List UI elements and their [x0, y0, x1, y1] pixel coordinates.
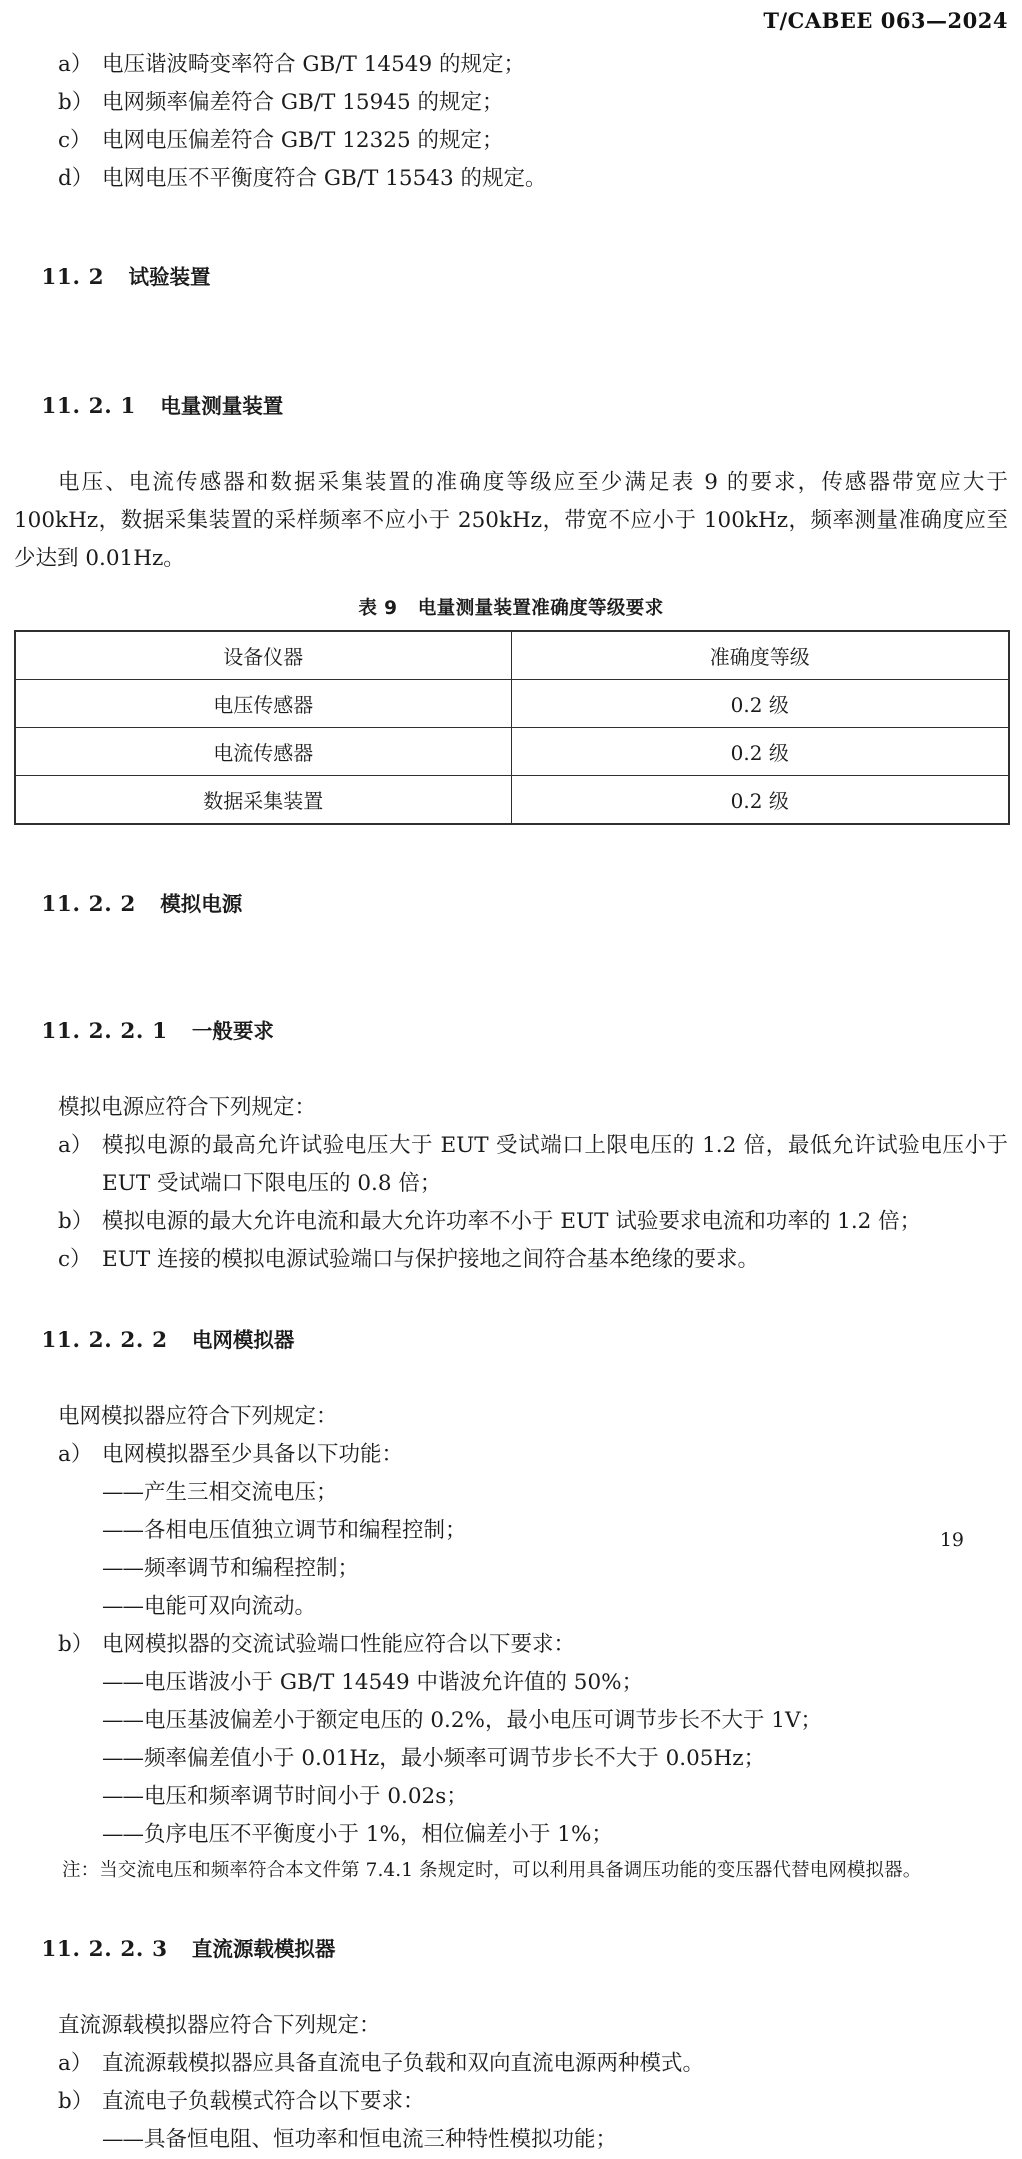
lead-11-2-2-3: 直流源载模拟器应符合下列规定： [58, 2013, 381, 2038]
heading-title: 试验装置 [128, 265, 211, 289]
heading-title: 直流源载模拟器 [191, 1937, 336, 1961]
list-item [14, 1127, 1008, 1203]
list-item-text: 模拟电源的最高允许试验电压大于 EUT 受试端口上限电压的 1.2 倍，最低允许试验电压小于 EUT 受试端口下限电压的 0.8 倍； [102, 1133, 1008, 1196]
table-header-row [15, 631, 1009, 680]
sublist-item-text: 电能可双向流动。 [144, 1594, 317, 1619]
sublist-item-text: 各相电压值独立调节和编程控制； [144, 1518, 467, 1543]
list-item [14, 2045, 1008, 2083]
list-item-text: 电网频率偏差符合 GB/T 15945 的规定； [102, 90, 504, 115]
heading-number: 11. 2 [41, 265, 105, 290]
sublist-item-text: 电压基波偏差小于额定电压的 0.2%，最小电压可调节步长不大于 1V； [144, 1708, 822, 1733]
table-row [15, 776, 1009, 825]
page-header [14, 0, 1008, 46]
list-marker: c） [58, 1247, 92, 1272]
list-item [14, 1203, 1008, 1241]
dash-marker: —— [102, 1556, 143, 1581]
table-row [15, 680, 1009, 728]
sublist-item-text: 电压谐波小于 GB/T 14549 中谐波允许值的 50%； [144, 1670, 644, 1695]
heading-title: 一般要求 [191, 1019, 274, 1043]
heading-number: 11. 2. 2. 2 [41, 1328, 168, 1353]
list-marker: b） [58, 1209, 94, 1234]
sublist-item-text: 电压和频率调节时间小于 0.02s； [144, 1784, 468, 1809]
dash-marker: —— [102, 1784, 143, 1809]
dash-marker: —— [102, 1708, 143, 1733]
heading-title: 电量测量装置 [160, 394, 284, 418]
table-cell: 数据采集装置 [15, 776, 511, 825]
sublist-item [14, 1816, 1008, 1854]
sublist-item-text: 具备恒电阻、恒功率和恒电流三种特性模拟功能； [144, 2127, 618, 2152]
heading-11-2-2-1 [14, 974, 1008, 1089]
heading-11-2-2 [14, 847, 1008, 962]
list-marker: b） [58, 90, 94, 115]
sublist-item-text: 频率调节和编程控制； [144, 1556, 360, 1581]
dash-marker: —— [102, 1480, 143, 1505]
list-marker: b） [58, 2089, 94, 2114]
list-marker: c） [58, 128, 92, 153]
table-cell: 电压传感器 [15, 680, 511, 728]
list-marker: b） [58, 1632, 94, 1657]
table-caption: 表 9 电量测量装置准确度等级要求 [358, 598, 664, 619]
sublist-item [14, 1664, 1008, 1702]
list-marker: a） [58, 1133, 93, 1158]
heading-11-2-2-2 [14, 1283, 1008, 1398]
table-header-cell: 设备仪器 [15, 631, 511, 680]
list-11-2-2-2-b [14, 1626, 1008, 1664]
list-item [14, 1436, 1008, 1474]
list-item-text: 电网模拟器至少具备以下功能： [102, 1442, 404, 1467]
sublist-item [14, 2121, 1008, 2159]
note-11-2-2-2: 注：当交流电压和频率符合本文件第 7.4.1 条规定时，可以利用具备调压功能的变压器代替电网模拟器。 [62, 1860, 922, 1881]
heading-title: 模拟电源 [160, 892, 243, 916]
page-number: 19 [939, 1529, 964, 1551]
heading-number: 11. 2. 2. 1 [41, 1019, 168, 1044]
sublist-11-2-2-2-b [14, 1664, 1008, 1854]
heading-number: 11. 2. 2. 3 [41, 1937, 168, 1962]
lead-11-2-2-2: 电网模拟器应符合下列规定： [58, 1404, 338, 1429]
list-item [14, 1241, 1008, 1279]
table-accuracy-class [14, 630, 1010, 825]
list-item [14, 2083, 1008, 2121]
table-row [15, 728, 1009, 776]
dash-marker: —— [102, 1594, 143, 1619]
dash-marker: —— [102, 1822, 143, 1847]
dash-marker: —— [102, 2127, 143, 2152]
list-item-text: 电网电压不平衡度符合 GB/T 15543 的规定。 [102, 166, 547, 191]
list-marker: d） [58, 166, 94, 191]
sublist-item [14, 1474, 1008, 1512]
list-item [14, 122, 1008, 160]
list-11-2-2-2-a [14, 1436, 1008, 1474]
page-footer [0, 1529, 1008, 1551]
lead-11-2-2-1: 模拟电源应符合下列规定： [58, 1095, 317, 1120]
sublist-item [14, 1550, 1008, 1588]
table-cell: 0.2 级 [511, 776, 1009, 825]
sublist-item-text: 产生三相交流电压； [144, 1480, 338, 1505]
sublist-item-text: 负序电压不平衡度小于 1%，相位偏差小于 1%； [144, 1822, 613, 1847]
list-11-2-2-3 [14, 2045, 1008, 2121]
list-marker: a） [58, 1442, 93, 1467]
list-item [14, 1626, 1008, 1664]
list-item [14, 46, 1008, 84]
table-cell: 0.2 级 [511, 728, 1009, 776]
list-item-text: 电网模拟器的交流试验端口性能应符合以下要求： [102, 1632, 576, 1657]
sublist-item [14, 1740, 1008, 1778]
list-item-text: 电压谐波畸变率符合 GB/T 14549 的规定； [102, 52, 525, 77]
heading-11-2-1 [14, 349, 1008, 464]
paragraph-11-2-1: 电压、电流传感器和数据采集装置的准确度等级应至少满足表 9 的要求，传感器带宽应大于 100kHz，数据采集装置的采样频率不应小于 250kHz，带宽不应小于 100kHz，频率测量准确度应至少达到 0.01Hz。 [14, 470, 1008, 571]
table-cell: 0.2 级 [511, 680, 1009, 728]
heading-number: 11. 2. 1 [41, 394, 136, 419]
heading-number: 11. 2. 2 [41, 892, 136, 917]
list-item-text: 直流电子负载模式符合以下要求： [102, 2089, 425, 2114]
dash-marker: —— [102, 1746, 143, 1771]
clause-conditions-list [14, 46, 1008, 198]
heading-11-2 [14, 220, 1008, 335]
sublist-item [14, 1778, 1008, 1816]
standard-code: T/CABEE 063—2024 [763, 8, 1008, 33]
list-marker: a） [58, 52, 93, 77]
list-item-text: 直流源载模拟器应具备直流电子负载和双向直流电源两种模式。 [102, 2051, 705, 2076]
dash-marker: —— [102, 1518, 143, 1543]
heading-title: 电网模拟器 [191, 1328, 295, 1352]
list-item-text: EUT 连接的模拟电源试验端口与保护接地之间符合基本绝缘的要求。 [102, 1247, 759, 1272]
list-item-text: 电网电压偏差符合 GB/T 12325 的规定； [102, 128, 504, 153]
dash-marker: —— [102, 1670, 143, 1695]
table-header-cell: 准确度等级 [511, 631, 1009, 680]
sublist-11-2-2-3-b [14, 2121, 1008, 2159]
list-item [14, 160, 1008, 198]
sublist-item [14, 1588, 1008, 1626]
sublist-item [14, 1702, 1008, 1740]
list-marker: a） [58, 2051, 93, 2076]
list-item-text: 模拟电源的最大允许电流和最大允许功率不小于 EUT 试验要求电流和功率的 1.2 倍； [102, 1209, 922, 1234]
list-11-2-2-1 [14, 1127, 1008, 1279]
table-cell: 电流传感器 [15, 728, 511, 776]
sublist-item-text: 频率偏差值小于 0.01Hz，最小频率可调节步长不大于 0.05Hz； [144, 1746, 766, 1771]
list-item [14, 84, 1008, 122]
heading-11-2-2-3 [14, 1892, 1008, 2007]
